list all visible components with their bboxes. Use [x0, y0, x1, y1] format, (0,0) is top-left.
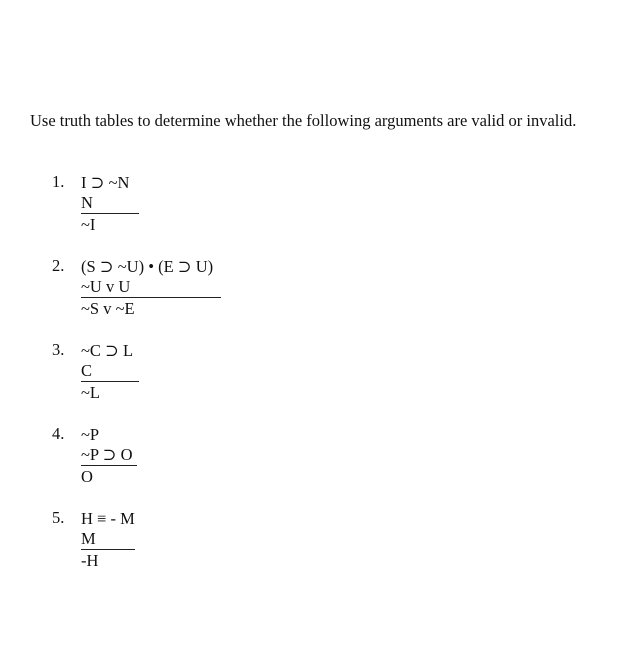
- conclusion: -H: [81, 551, 99, 570]
- conclusion: ~I: [81, 215, 96, 234]
- conclusion: O: [81, 467, 93, 486]
- instructions-text: Use truth tables to determine whether the following arguments are valid or invalid.: [30, 111, 577, 130]
- premise: ~C ⊃ L: [81, 341, 134, 360]
- argument-number: 2.: [52, 256, 65, 275]
- premise: ~P: [81, 425, 100, 444]
- last-premise: C: [81, 361, 139, 382]
- last-premise: M: [81, 529, 135, 550]
- last-premise: ~P ⊃ O: [81, 445, 137, 466]
- premise: (S ⊃ ~U) • (E ⊃ U): [81, 257, 214, 276]
- premise: I ⊃ ~N: [81, 173, 130, 192]
- premise: H ≡ - M: [81, 509, 135, 528]
- conclusion: ~L: [81, 383, 101, 402]
- argument-number: 4.: [52, 424, 65, 443]
- conclusion: ~S v ~E: [81, 299, 135, 318]
- argument-number: 3.: [52, 340, 65, 359]
- argument-number: 1.: [52, 172, 65, 191]
- argument-number: 5.: [52, 508, 65, 527]
- last-premise: N: [81, 193, 139, 214]
- last-premise: ~U v U: [81, 277, 221, 298]
